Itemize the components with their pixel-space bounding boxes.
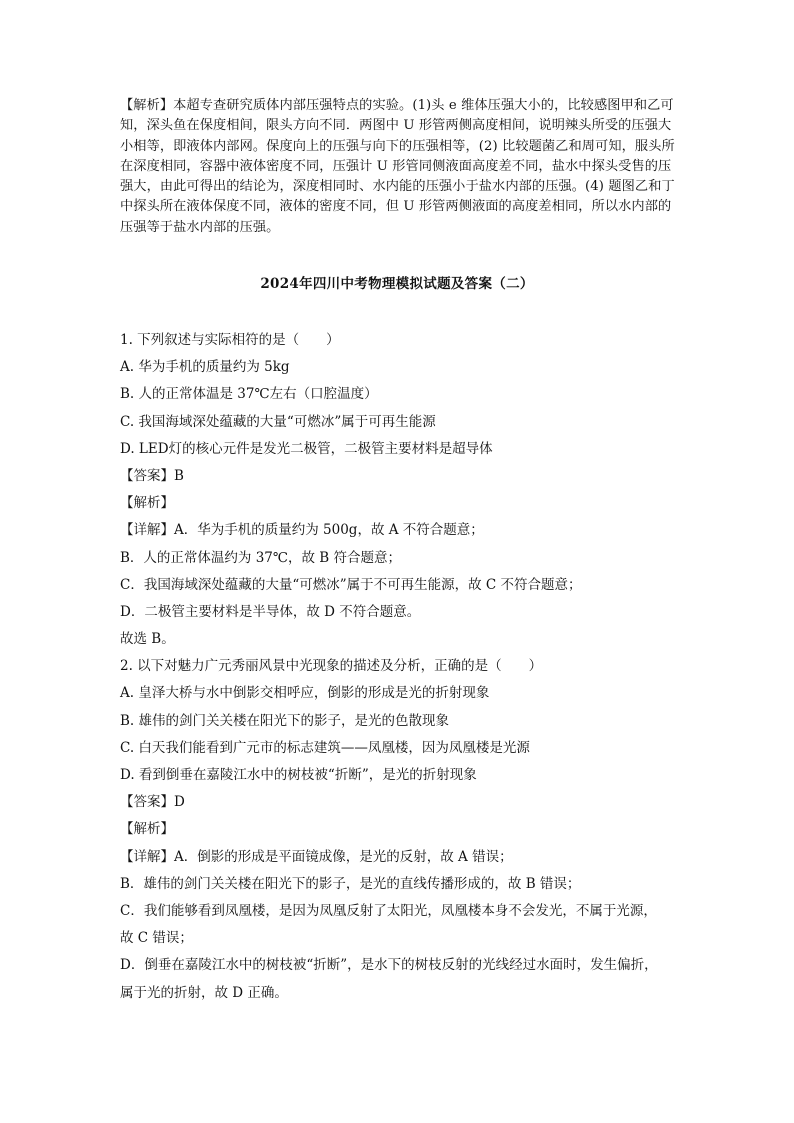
question-stem: 2. 以下对魅力广元秀丽风景中光现象的描述及分析，正确的是（ ）: [120, 658, 543, 675]
detail-d-line-1: D．倒垂在嘉陵江水中的树枝被“折断”，是水下的树枝反射的光线经过水面时，发生偏折，: [120, 957, 658, 974]
option-b: B. 人的正常体温是 37℃左右（口腔温度）: [120, 386, 378, 403]
detail-d-line-2: 属于光的折射，故 D 正确。: [120, 984, 288, 1001]
answer-line: 【答案】B: [120, 467, 184, 484]
detail-a: 【详解】A．倒影的形成是平面镜成像，是光的反射，故 A 错误；: [120, 848, 513, 865]
option-d: D. 看到倒垂在嘉陵江水中的树枝被“折断”，是光的折射现象: [120, 767, 477, 783]
detail-b: B．人的正常体温约为 37℃，故 B 符合题意；: [120, 549, 401, 566]
detail-d: D．二极管主要材料是半导体，故 D 不符合题意。: [120, 603, 421, 620]
conclusion-line: 故选 B。: [120, 631, 175, 648]
detail-b: B．雄伟的剑门关关楼在阳光下的影子，是光的直线传播形成的，故 B 错误；: [120, 875, 581, 892]
question-list: [120, 327, 685, 1007]
question-2: [120, 653, 685, 1006]
option-c: C. 白天我们能看到广元市的标志建筑——凤凰楼，因为凤凰楼是光源: [120, 739, 530, 756]
question-1: [120, 327, 685, 653]
detail-a: 【详解】A．华为手机的质量约为 500g，故 A 不符合题意；: [120, 522, 484, 539]
option-a: A. 皇泽大桥与水中倒影交相呼应，倒影的形成是光的折射现象: [120, 685, 490, 702]
option-b: B. 雄伟的剑门关关楼在阳光下的影子，是光的色散现象: [120, 712, 450, 729]
option-c: C. 我国海域深处蕴藏的大量“可燃冰”属于可再生能源: [120, 413, 436, 430]
detail-c-line-2: 故 C 错误；: [120, 930, 193, 947]
option-a: A. 华为手机的质量约为 5kg: [120, 359, 290, 376]
detail-c: C．我国海域深处蕴藏的大量“可燃冰”属于不可再生能源，故 C 不符合题意；: [120, 576, 582, 593]
option-d: D. LED灯的核心元件是发光二极管，二极管主要材料是超导体: [120, 440, 493, 457]
intro-analysis-block: [120, 96, 680, 238]
section-title: 2024年四川中考物理模拟试题及答案（二）: [260, 276, 534, 292]
analysis-label: 【解析】: [120, 821, 174, 838]
question-stem: 1. 下列叙述与实际相符的是（ ）: [120, 332, 340, 348]
intro-paragraph: 【解析】本超专查研究质体内部压强特点的实验。(1)头 e 维体压强大小的，比较感图甲和乙可知，深头鱼在保度相间，限头方向不同．两图中 U 形管两侧高度相间，说明辣头所受的压强大小相等，即液体内部网。保度向上的压强与向下的压强相等，(2) 比较题菌乙和周可知，服头所在深度相同，容器中液体密度不同，压强计 U 形管同侧液面高度差不同，盐水中探头受售的压强大，由此可得出的结论为，深度相同时、水内能的压强小于盐水内部的压强。(4) 题图乙和丁中探头所在液体保度不同，液体的密度不同，但 U 形管两侧液面的高度差相同，所以水内部的压强等于盐水内部的压强。: [120, 98, 675, 235]
detail-c-line-1: C．我们能够看到凤凰楼，是因为凤凰反射了太阳光，凤凰楼本身不会发光，不属于光源，: [120, 902, 657, 919]
answer-line: 【答案】D: [120, 794, 185, 811]
analysis-label: 【解析】: [120, 495, 174, 512]
